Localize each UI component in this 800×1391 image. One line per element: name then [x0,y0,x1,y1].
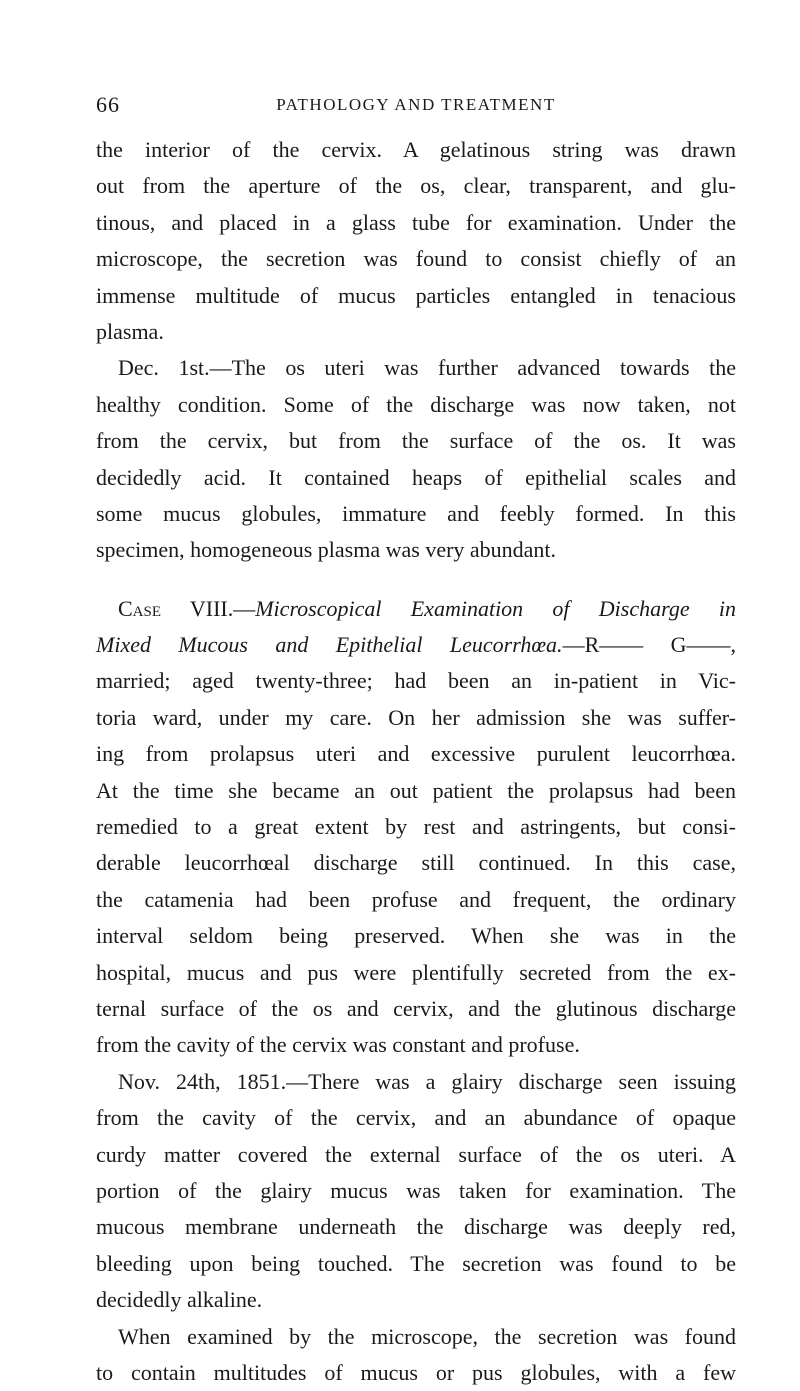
text-line: decidedly acid. It contained heaps of epithelial scales and [96,460,736,496]
body-text [96,132,736,1391]
text-line: plasma. [96,314,736,350]
text-line: ternal surface of the os and cervix, and the glutinous discharge [96,991,736,1027]
text-line: healthy condition. Some of the discharge was now taken, not [96,387,736,423]
text-line: When examined by the microscope, the secretion was found [96,1319,736,1355]
text-line: out from the aperture of the os, clear, transparent, and glu- [96,168,736,204]
case-title-continued: Mixed Mucous and Epithelial Leucorrhœa. [96,632,563,657]
text-line: At the time she became an out patient the prolapsus had been [96,773,736,809]
text-line: toria ward, under my care. On her admission she was suffer- [96,700,736,736]
text-line: remedied to a great extent by rest and astringents, but consi- [96,809,736,845]
text-line: from the cavity of the cervix was constant and profuse. [96,1027,736,1063]
text-line: from the cervix, but from the surface of the os. It was [96,423,736,459]
text-line: mucous membrane underneath the discharge was deeply red, [96,1209,736,1245]
text-line: some mucus globules, immature and feebly formed. In this [96,496,736,532]
text-line: ing from prolapsus uteri and excessive purulent leucorrhœa. [96,736,736,772]
text-line: Dec. 1st.—The os uteri was further advanced towards the [96,350,736,386]
text-line: hospital, mucus and pus were plentifully secreted from the ex- [96,955,736,991]
patient-initials: —R—— G——, [563,632,736,657]
book-page [96,0,736,1391]
text-line: the catamenia had been profuse and frequent, the ordinary [96,882,736,918]
paragraph-microscope [96,1319,736,1391]
text-line: immense multitude of mucus particles entangled in tenacious [96,278,736,314]
paragraph-dec-1st [96,350,736,568]
case-viii-section [96,591,736,1064]
case-heading-line [96,627,736,663]
running-head: PATHOLOGY AND TREATMENT [96,95,736,115]
text-line: married; aged twenty-three; had been an in-patient in Vic- [96,663,736,699]
text-line: decidedly alkaline. [96,1282,736,1318]
text-line: interval seldom being preserved. When she was in the [96,918,736,954]
text-line: derable leucorrhœal discharge still continued. In this case, [96,845,736,881]
case-label: Case VIII. [118,596,233,621]
text-line: Nov. 24th, 1851.—There was a glairy discharge seen issuing [96,1064,736,1100]
case-title: Microscopical Examination of Discharge in [255,596,736,621]
page-header [96,0,736,120]
text-line: specimen, homogeneous plasma was very abundant. [96,532,736,568]
text-line: portion of the glairy mucus was taken for examination. The [96,1173,736,1209]
page-number: 66 [96,92,120,118]
paragraph-continuation [96,132,736,350]
text-line: to contain multitudes of mucus or pus globules, with a few [96,1355,736,1391]
text-line: microscope, the secretion was found to consist chiefly of an [96,241,736,277]
text-line: from the cavity of the cervix, and an abundance of opaque [96,1100,736,1136]
text-line: the interior of the cervix. A gelatinous string was drawn [96,132,736,168]
text-line: curdy matter covered the external surface of the os uteri. A [96,1137,736,1173]
section-gap [96,569,736,591]
text-line: tinous, and placed in a glass tube for examination. Under the [96,205,736,241]
text-line: bleeding upon being touched. The secretion was found to be [96,1246,736,1282]
case-heading-line [96,591,736,627]
case-dash: — [233,596,255,621]
paragraph-nov-24th [96,1064,736,1319]
